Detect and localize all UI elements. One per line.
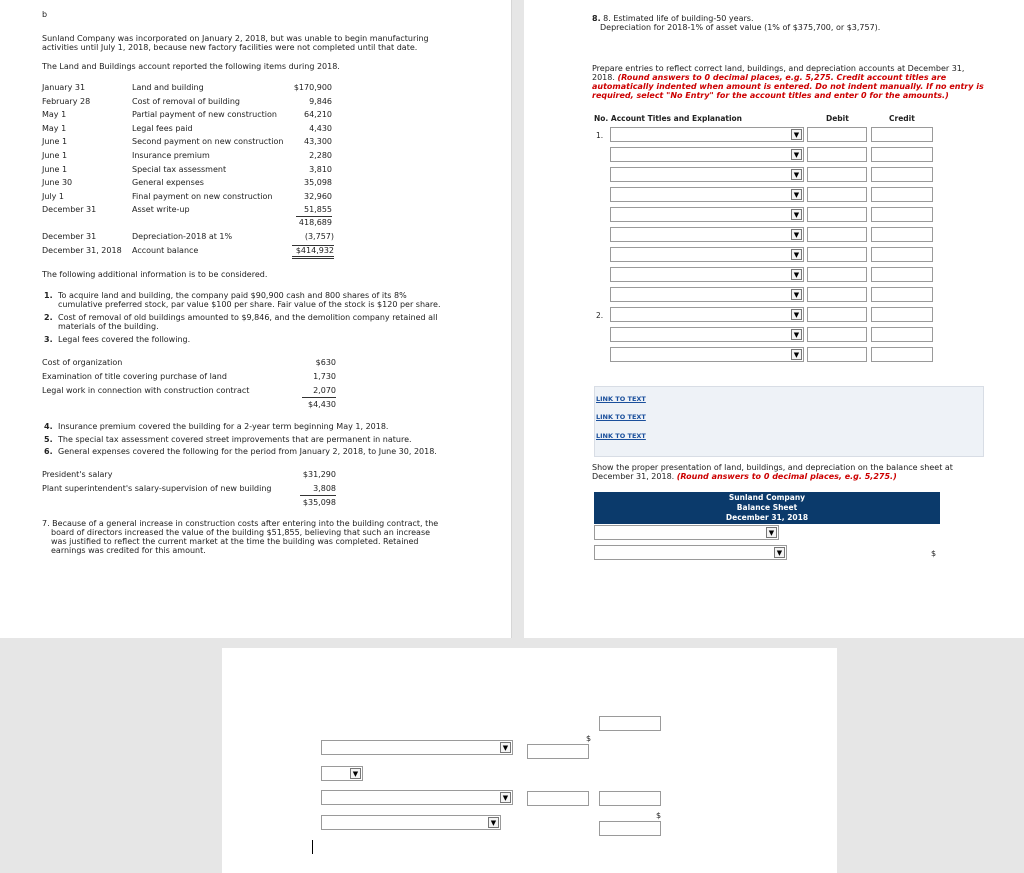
intro-line-1: Sunland Company was incorporated on January 2, 2018, but was unable to begin manufacturing — [42, 34, 429, 43]
ledger-amount: 35,098 — [304, 178, 332, 188]
account-select[interactable] — [321, 790, 513, 805]
debit-input[interactable] — [807, 287, 867, 302]
ledger-date: June 1 — [42, 151, 68, 160]
item-number: 2. — [44, 313, 53, 322]
chevron-down-icon: ▼ — [791, 349, 802, 360]
ledger-desc: Depreciation-2018 at 1% — [132, 232, 233, 241]
chevron-down-icon: ▼ — [774, 547, 785, 558]
debit-input[interactable] — [807, 347, 867, 362]
credit-input[interactable] — [871, 127, 933, 142]
dollar-sign: $ — [931, 549, 937, 558]
ledger-desc: Cost of removal of building — [132, 96, 241, 106]
chevron-down-icon: ▼ — [791, 269, 802, 280]
legal-amount: 1,730 — [313, 372, 336, 381]
ledger-date: December 31 — [42, 232, 97, 241]
chevron-down-icon: ▼ — [350, 768, 361, 779]
ledger-desc: General expenses — [132, 178, 204, 188]
account-title-select[interactable] — [610, 187, 804, 202]
credit-input[interactable] — [871, 287, 933, 302]
account-select[interactable] — [321, 740, 513, 755]
col-credit: Credit — [889, 114, 915, 123]
chevron-down-icon: ▼ — [791, 309, 802, 320]
credit-input[interactable] — [871, 187, 933, 202]
balance-sheet-header — [594, 492, 940, 524]
item-number: 6. — [44, 447, 53, 456]
instruction-red: automatically indented when amount is entered. Do not indent manually. If no entry is — [592, 82, 984, 91]
ledger-amount: 4,430 — [309, 123, 332, 133]
chevron-down-icon: ▼ — [791, 209, 802, 220]
entry-number: 1. — [596, 131, 604, 140]
account-title-select[interactable] — [610, 167, 804, 182]
text-cursor — [312, 840, 313, 854]
answer-panel — [524, 0, 1024, 638]
credit-input[interactable] — [871, 307, 933, 322]
item8-detail: Depreciation for 2018-1% of asset value (1% of $375,700, or $3,757). — [600, 23, 881, 32]
ledger-subtotal: 418,689 — [296, 216, 332, 228]
account-intro: The Land and Buildings account reported the following items during 2018. — [42, 62, 340, 71]
expense-label: Plant superintendent's salary-supervision of new building — [42, 484, 272, 493]
amount-input[interactable] — [599, 791, 661, 806]
chevron-down-icon: ▼ — [488, 817, 499, 828]
ledger-date: January 31 — [42, 83, 86, 92]
chevron-down-icon: ▼ — [500, 742, 511, 753]
item8-title-text: 8. Estimated life of building-50 years. — [603, 14, 754, 23]
legal-label: Cost of organization — [42, 358, 123, 367]
legal-label: Legal work in connection with construction contract — [42, 386, 250, 395]
ledger-date: February 28 — [42, 96, 91, 106]
total-input[interactable] — [599, 821, 661, 836]
account-title-select[interactable] — [610, 147, 804, 162]
chevron-down-icon: ▼ — [791, 189, 802, 200]
debit-input[interactable] — [807, 207, 867, 222]
expense-total: $35,098 — [300, 495, 336, 508]
debit-input[interactable] — [807, 147, 867, 162]
dollar-sign: $ — [656, 811, 662, 820]
item7-line: 7. Because of a general increase in construction costs after entering into the building contract, the — [42, 519, 439, 528]
ledger-desc: Legal fees paid — [132, 123, 193, 133]
ledger-amount: 9,846 — [309, 96, 332, 106]
problem-panel — [0, 0, 512, 638]
prepare-line: Prepare entries to reflect correct land, buildings, and depreciation accounts at December 31, — [592, 64, 965, 73]
legal-amount: $630 — [315, 358, 336, 367]
ledger-desc: Special tax assessment — [132, 164, 227, 174]
ledger-date: June 30 — [42, 178, 73, 188]
account-title-select[interactable] — [610, 267, 804, 282]
col-debit: Debit — [826, 114, 849, 123]
links-box — [594, 386, 984, 457]
item-number: 5. — [44, 435, 53, 444]
show-text-2-plain: December 31, 2018. — [592, 472, 675, 481]
short-select[interactable] — [321, 766, 363, 781]
account-title-select[interactable] — [610, 127, 804, 142]
chevron-down-icon: ▼ — [766, 527, 777, 538]
credit-input[interactable] — [871, 247, 933, 262]
credit-input[interactable] — [871, 327, 933, 342]
ledger-desc: Partial payment of new construction — [132, 110, 277, 120]
chevron-down-icon: ▼ — [791, 169, 802, 180]
amount-input[interactable] — [527, 791, 589, 806]
item-text: materials of the building. — [58, 322, 159, 331]
link-to-text[interactable]: LINK TO TEXT — [596, 432, 646, 440]
amount-input[interactable] — [527, 744, 589, 759]
item7-line: earnings was credited for this amount. — [51, 546, 206, 555]
ledger-amount: $170,900 — [293, 83, 332, 92]
intro-line-2: activities until July 1, 2018, because new factory facilities were not completed until that date. — [42, 43, 418, 52]
instruction-red: required, select "No Entry" for the account titles and enter 0 for the amounts.) — [592, 91, 949, 100]
item-text: The special tax assessment covered street improvements that are permanent in nature. — [58, 435, 412, 444]
item-text: Cost of removal of old buildings amounted to $9,846, and the demolition company retained all — [58, 313, 438, 322]
item-text: Legal fees covered the following. — [58, 335, 191, 344]
credit-input[interactable] — [871, 347, 933, 362]
item8-title: 8. 8. Estimated life of building-50 years. — [592, 14, 754, 23]
item-number: 3. — [44, 335, 53, 344]
ledger-date: May 1 — [42, 123, 67, 133]
expense-amount: 3,808 — [313, 484, 336, 493]
chevron-down-icon: ▼ — [791, 149, 802, 160]
ledger-amount: 32,960 — [304, 191, 332, 201]
debit-input[interactable] — [807, 167, 867, 182]
debit-input[interactable] — [807, 247, 867, 262]
ledger-amount: 51,855 — [304, 205, 332, 215]
debit-input[interactable] — [807, 227, 867, 242]
chevron-down-icon: ▼ — [791, 329, 802, 340]
account-title-select[interactable] — [610, 347, 804, 362]
prepare-line-2-text: 2018. — [592, 73, 615, 82]
ledger-amount: 2,280 — [309, 151, 332, 160]
ledger-desc: Insurance premium — [132, 151, 210, 160]
ledger-desc: Account balance — [132, 246, 199, 255]
debit-input[interactable] — [807, 307, 867, 322]
item-text: Insurance premium covered the building for a 2-year term beginning May 1, 2018. — [58, 422, 389, 431]
legal-label: Examination of title covering purchase of land — [42, 372, 227, 381]
expense-label: President's salary — [42, 470, 113, 479]
col-no: No. — [594, 114, 609, 123]
credit-input[interactable] — [871, 147, 933, 162]
instruction-red: (Round answers to 0 decimal places, e.g. 5,275. Credit account titles are — [617, 73, 947, 82]
bs-account-select[interactable] — [594, 545, 787, 560]
ledger-amount: 43,300 — [304, 137, 332, 147]
additional-intro: The following additional information is to be considered. — [42, 270, 268, 279]
debit-input[interactable] — [807, 267, 867, 282]
item-text: cumulative preferred stock, par value $100 per share. Fair value of the stock is $120 per share. — [58, 300, 441, 309]
bs-section-select[interactable] — [594, 525, 779, 540]
ledger-desc: Second payment on new construction — [132, 137, 284, 147]
ledger-amount: 64,210 — [304, 110, 332, 120]
item-number: 1. — [44, 291, 53, 300]
dollar-sign: $ — [586, 734, 592, 743]
corner-letter: b — [42, 10, 48, 19]
link-to-text[interactable]: LINK TO TEXT — [596, 395, 646, 403]
ledger-date: June 1 — [42, 164, 68, 174]
credit-input[interactable] — [871, 167, 933, 182]
show-text-2 — [592, 472, 897, 482]
ledger-date: December 31 — [42, 205, 97, 215]
credit-input[interactable] — [871, 267, 933, 282]
credit-input[interactable] — [871, 227, 933, 242]
account-title-select[interactable] — [610, 227, 804, 242]
chevron-down-icon: ▼ — [791, 129, 802, 140]
account-title-select[interactable] — [610, 327, 804, 342]
ledger-date: June 1 — [42, 137, 68, 147]
credit-input[interactable] — [871, 207, 933, 222]
chevron-down-icon: ▼ — [791, 289, 802, 300]
ledger-desc: Asset write-up — [132, 205, 190, 215]
bs-company: Sunland Company — [728, 493, 806, 502]
account-select[interactable] — [321, 815, 501, 830]
show-red: (Round answers to 0 decimal places, e.g. 5,275.) — [676, 472, 897, 481]
column-header — [594, 114, 742, 123]
col-account: Account Titles and Explanation — [610, 114, 743, 123]
debit-input[interactable] — [807, 127, 867, 142]
account-title-select[interactable] — [610, 287, 804, 302]
ledger-amount: (3,757) — [304, 232, 334, 241]
balance-sheet-continued — [222, 648, 837, 873]
chevron-down-icon: ▼ — [500, 792, 511, 803]
account-title-select[interactable] — [610, 207, 804, 222]
debit-input[interactable] — [807, 327, 867, 342]
ledger-amount: $414,932 — [292, 245, 334, 259]
entry-number: 2. — [596, 311, 604, 320]
ledger-date: July 1 — [42, 191, 65, 201]
bs-date: December 31, 2018 — [725, 513, 809, 522]
item7-line: board of directors increased the value of the building $51,855, believing that such an increase — [51, 528, 431, 537]
ledger-date: December 31, 2018 — [42, 246, 122, 255]
item-number: 4. — [44, 422, 53, 431]
chevron-down-icon: ▼ — [791, 249, 802, 260]
link-to-text[interactable]: LINK TO TEXT — [596, 413, 646, 421]
item7-line: was justified to reflect the current market at the time the building was completed. Retained — [51, 537, 419, 546]
ledger-desc: Land and building — [132, 83, 204, 92]
chevron-down-icon: ▼ — [791, 229, 802, 240]
legal-total: $4,430 — [302, 397, 336, 410]
debit-input[interactable] — [807, 187, 867, 202]
ledger-desc: Final payment on new construction — [132, 191, 273, 201]
show-text: Show the proper presentation of land, buildings, and depreciation on the balance sheet at — [592, 463, 953, 472]
legal-amount: 2,070 — [313, 386, 336, 395]
amount-input[interactable] — [599, 716, 661, 731]
ledger-date: May 1 — [42, 110, 67, 120]
expense-amount: $31,290 — [302, 470, 336, 479]
ledger-amount: 3,810 — [309, 164, 332, 174]
bs-title: Balance Sheet — [736, 503, 798, 512]
account-title-select[interactable] — [610, 247, 804, 262]
item-text: To acquire land and building, the company paid $90,900 cash and 800 shares of its 8% — [58, 291, 407, 300]
item-text: General expenses covered the following for the period from January 2, 2018, to June 30, 2018. — [58, 447, 437, 456]
account-title-select[interactable] — [610, 307, 804, 322]
